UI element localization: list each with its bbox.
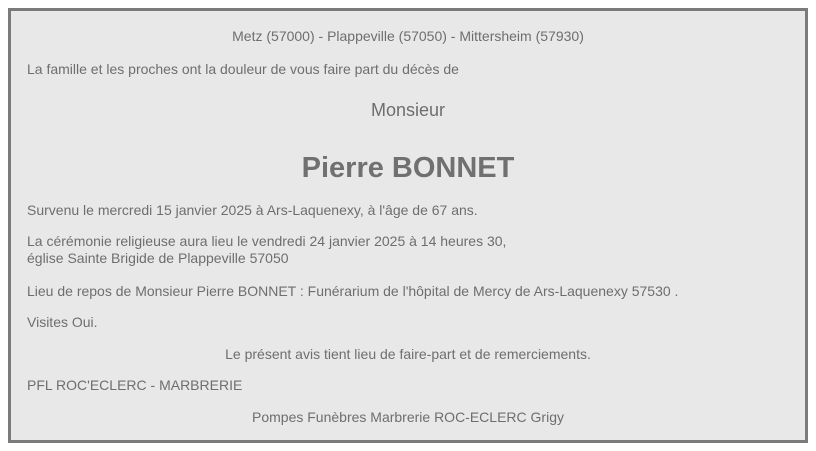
intro-text: La famille et les proches ont la douleur de vous faire part du décès de <box>27 61 459 77</box>
civility-title: Monsieur <box>370 100 446 120</box>
funeral-home: PFL ROC'ECLERC - MARBRERIE <box>27 377 243 393</box>
rest-place: Lieu de repos de Monsieur Pierre BONNET : Funérarium de l'hôpital de Mercy de Ars-Laquenexy 57530 . <box>27 283 679 299</box>
ceremony-line-1: La cérémonie religieuse aura lieu le vendredi 24 janvier 2025 à 14 heures 30, <box>27 233 507 249</box>
obituary-notice <box>8 8 808 443</box>
thanks-line: Le présent avis tient lieu de faire-part et de remerciements. <box>225 346 591 362</box>
footer-signature: Pompes Funèbres Marbrerie ROC-ECLERC Grigy <box>252 409 564 425</box>
death-info: Survenu le mercredi 15 janvier 2025 à Ars-Laquenexy, à l'âge de 67 ans. <box>27 202 478 218</box>
locations-line: Metz (57000) - Plappeville (57050) - Mittersheim (57930) <box>232 28 584 44</box>
ceremony-line-2: église Sainte Brigide de Plappeville 57050 <box>27 250 289 266</box>
deceased-name: Pierre BONNET <box>301 152 515 184</box>
visits-info: Visites Oui. <box>27 314 98 330</box>
